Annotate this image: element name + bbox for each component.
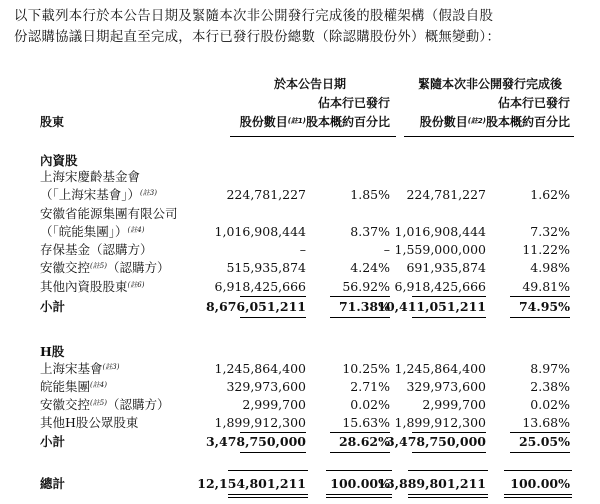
header-shares1: 股份數目$^{(註1)}$ bbox=[239, 115, 306, 129]
table-row: 皖能集團$^{(註4)}$ 329,973,600 2.71% 329,973,600 2.38% bbox=[40, 379, 570, 394]
header-pct2-line2: 股本概約百分比 bbox=[485, 115, 570, 129]
intro-paragraph bbox=[14, 6, 594, 48]
subtotal-rule bbox=[330, 452, 390, 453]
table-row: （「上海宋基會」）$^{(註3)}$ 224,781,227 1.85% 224,781,227 1.62% bbox=[40, 187, 570, 202]
table-row: 安徽交控$^{(註5)}$（認購方） 515,935,874 4.24% 691,935,874 4.98% bbox=[40, 260, 570, 275]
total-rule-double bbox=[504, 494, 572, 498]
total-rule-double bbox=[228, 494, 308, 498]
table-row: 上海宋基會$^{(註3)}$ 1,245,864,400 10.25% 1,245,864,400 8.97% bbox=[40, 361, 570, 376]
section-title-h-shares: H股 bbox=[40, 344, 65, 359]
header-pct2-line1: 佔本行已發行 bbox=[497, 96, 570, 110]
table-row: 安徽交控$^{(註5)}$（認購方） 2,999,700 0.02% 2,999,700 0.02% bbox=[40, 397, 570, 412]
subtotal-rule bbox=[510, 296, 570, 297]
subtotal-row-h-shares: 小計 3,478,750,000 28.62% 3,478,750,000 25.05% bbox=[40, 434, 570, 449]
subtotal-rule bbox=[412, 317, 486, 318]
header-rule-2 bbox=[404, 136, 574, 137]
intro-line-2: 份認購協議日期起直至完成，本行已發行股份總數（除認購股份外）概無變動）： bbox=[14, 30, 501, 45]
subtotal-rule bbox=[510, 317, 570, 318]
subtotal-rule bbox=[510, 452, 570, 453]
header-rule-1 bbox=[230, 136, 396, 137]
subtotal-rule bbox=[240, 317, 306, 318]
table-row: 安徽省能源集團有限公司 bbox=[40, 206, 178, 221]
subtotal-rule bbox=[412, 296, 486, 297]
intro-line-1: 以下載列本行於本公告日期及緊隨本次非公開發行完成後的股權架構（假設自股 bbox=[14, 9, 494, 24]
total-rule-top bbox=[228, 470, 308, 471]
total-rule-double bbox=[408, 494, 488, 498]
total-rule-top bbox=[408, 470, 488, 471]
subtotal-rule bbox=[240, 452, 306, 453]
header-group-announcement-date: 於本公告日期 bbox=[273, 77, 346, 91]
header-group-after-issuance: 緊隨本次非公開發行完成後 bbox=[417, 77, 562, 91]
header-pct1-line1: 佔本行已發行 bbox=[317, 96, 390, 110]
subtotal-rule bbox=[412, 452, 486, 453]
total-rule-top bbox=[326, 470, 392, 471]
total-rule-double bbox=[326, 494, 392, 498]
table-row: （「皖能集團」）$^{(註4)}$ 1,016,908,444 8.37% 1,016,908,444 7.32% bbox=[40, 224, 570, 239]
table-row: 存保基金（認購方） – – 1,559,000,000 11.22% bbox=[40, 242, 570, 257]
section-title-domestic: 內資股 bbox=[40, 153, 78, 168]
subtotal-rule bbox=[330, 296, 390, 297]
total-row: 總計 12,154,801,211 100.00% 13,889,801,211 100.00% bbox=[40, 476, 570, 491]
subtotal-rule bbox=[240, 296, 306, 297]
subtotal-row-domestic: 小計 8,676,051,211 71.38% 10,411,051,211 74.95% bbox=[40, 299, 570, 314]
header-shareholder: 股東 bbox=[40, 115, 65, 129]
table-row: 其他內資股股東$^{(註6)}$ 6,918,425,666 56.92% 6,918,425,666 49.81% bbox=[40, 279, 570, 294]
header-shares2: 股份數目$^{(註2)}$ bbox=[419, 115, 486, 129]
header-pct1-line2: 股本概約百分比 bbox=[305, 115, 390, 129]
table-row: 其他H股公眾股東 1,899,912,300 15.63% 1,899,912,300 13.68% bbox=[40, 415, 570, 430]
table-row: 上海宋慶齡基金會 bbox=[40, 169, 141, 184]
subtotal-rule bbox=[330, 317, 390, 318]
total-rule-top bbox=[504, 470, 572, 471]
